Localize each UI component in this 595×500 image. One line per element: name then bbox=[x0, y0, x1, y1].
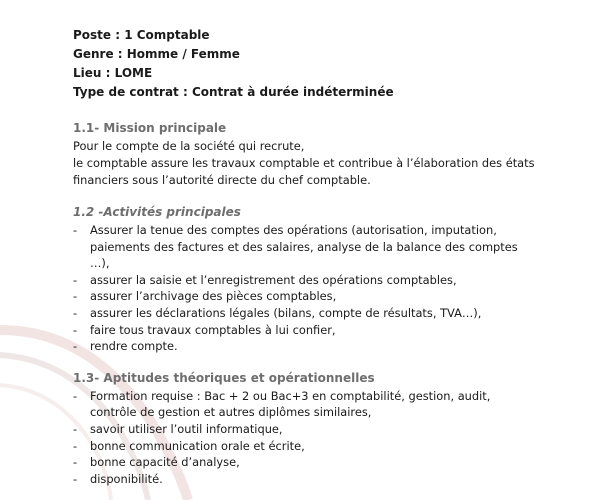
activites-title: 1.2 -Activités principales bbox=[73, 205, 241, 219]
genre-line: Genre : Homme / Femme bbox=[73, 47, 240, 61]
list-item-text: assurer la saisie et l’enregistrement des opérations comptables, bbox=[90, 272, 457, 287]
list-item bbox=[73, 305, 573, 322]
list-item-text: disponibilité. bbox=[90, 471, 163, 486]
list-item-text: assurer l’archivage des pièces comptables, bbox=[90, 289, 337, 304]
list-item bbox=[73, 388, 573, 421]
list-item-text: contrôle de gestion et autres diplômes similaires, bbox=[90, 405, 372, 420]
list-item-text: Assurer la tenue des comptes des opérations (autorisation, imputation, bbox=[90, 223, 497, 237]
list-item-text: Formation requise : Bac + 2 ou Bac+3 en comptabilité, gestion, audit, bbox=[90, 388, 491, 403]
mission-text bbox=[73, 138, 573, 189]
list-item-text: …), bbox=[90, 256, 110, 271]
list-marker: - bbox=[73, 438, 78, 453]
mission-line: Pour le compte de la société qui recrute, bbox=[73, 139, 305, 153]
list-item bbox=[73, 322, 573, 339]
list-item bbox=[73, 471, 573, 488]
list-marker: - bbox=[73, 289, 78, 304]
aptitudes-list bbox=[73, 388, 573, 488]
mission-line: financiers sous l’autorité directe du chef comptable. bbox=[73, 173, 371, 187]
list-item-text: assurer les déclarations légales (bilans, compte de résultats, TVA…), bbox=[90, 305, 482, 320]
list-item-text: rendre compte. bbox=[90, 339, 178, 354]
poste-line: Poste : 1 Comptable bbox=[73, 28, 210, 42]
mission-line: le comptable assure les travaux comptable et contribue à l’élaboration des états bbox=[73, 156, 535, 170]
activites-list bbox=[73, 222, 573, 355]
list-item bbox=[73, 288, 573, 305]
list-item-text: paiements des factures et des salaires, analyse de la balance des comptes bbox=[90, 239, 518, 254]
list-marker: - bbox=[73, 272, 78, 287]
list-item bbox=[73, 222, 573, 272]
contrat-line: Type de contrat : Contrat à durée indéterminée bbox=[73, 85, 394, 99]
list-marker: - bbox=[73, 339, 78, 354]
list-marker: - bbox=[73, 223, 78, 237]
list-item bbox=[73, 438, 573, 455]
list-marker: - bbox=[73, 455, 78, 470]
aptitudes-title: 1.3- Aptitudes théoriques et opérationnelles bbox=[73, 370, 375, 385]
list-item bbox=[73, 272, 573, 289]
lieu-line: Lieu : LOME bbox=[73, 66, 153, 80]
list-marker: - bbox=[73, 305, 78, 320]
list-marker: - bbox=[73, 388, 78, 403]
list-marker: - bbox=[73, 471, 78, 486]
list-item-text: bonne communication orale et écrite, bbox=[90, 438, 305, 453]
list-marker: - bbox=[73, 421, 78, 436]
list-marker: - bbox=[73, 322, 78, 337]
list-item bbox=[73, 338, 573, 355]
list-item bbox=[73, 421, 573, 438]
mission-title: 1.1- Mission principale bbox=[73, 121, 227, 135]
list-item bbox=[73, 454, 573, 471]
list-item-text: faire tous travaux comptables à lui confier, bbox=[90, 322, 336, 337]
list-item-text: savoir utiliser l’outil informatique, bbox=[90, 421, 283, 436]
list-item-text: bonne capacité d’analyse, bbox=[90, 455, 240, 470]
job-description bbox=[73, 26, 573, 487]
